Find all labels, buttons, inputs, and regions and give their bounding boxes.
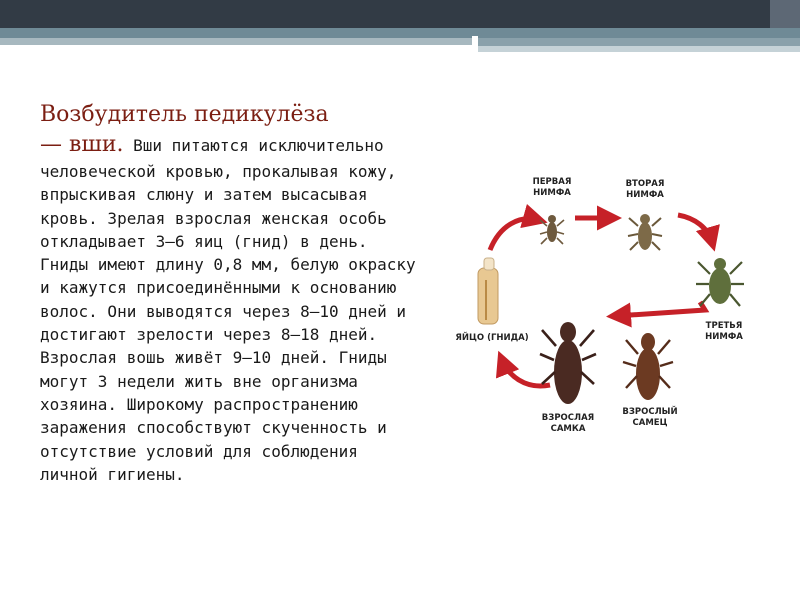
label-second-nymph-1: ВТОРАЯ: [625, 179, 665, 189]
label-first-nymph-1: ПЕРВАЯ: [532, 177, 572, 187]
slide-text: [40, 100, 418, 486]
header-band-left: [0, 38, 472, 45]
arrow-second-to-third: [678, 215, 712, 242]
header-band-right-light: [478, 46, 800, 52]
header-band-right: [478, 38, 800, 46]
header-band: [0, 28, 800, 38]
egg-nit-image: [478, 258, 498, 324]
label-adult-male-1: ВЗРОСЛЫЙ: [622, 407, 678, 417]
label-second-nymph-2: НИМФА: [626, 190, 664, 200]
label-first-nymph-2: НИМФА: [533, 188, 571, 198]
header-band-gap: [472, 36, 478, 52]
slide-body: Вши питаются исключительно человеческой кровью, прокалывая кожу, впрыскивая слюну и затем высасывая кровь. Зрелая взрослая женская особь откладывает 3—6 яиц (гнид) в день. Гниды имеют длину 0,8 мм, белую окраску и кажутся присоединёнными к основанию волос. Они выводятся через 8—10 дней и достигают зрелости через 8—18 дней. Взрослая вошь живёт 9—10 дней. Гниды могут 3 недели жить вне организма хозяина. Широкому распространению заражения способствуют скученность и отсутствие условий для соблюдения личной гигиены.: [40, 136, 416, 484]
third-nymph-image: [696, 258, 744, 306]
slide-subtitle: — вши.: [40, 132, 124, 157]
adult-male-image: [623, 333, 673, 400]
label-third-nymph-2: НИМФА: [705, 332, 743, 342]
slide-title: Возбудитель педикулёза: [40, 102, 329, 127]
arrow-egg-to-first: [490, 219, 538, 250]
label-egg: ЯЙЦО (ГНИДА): [455, 333, 529, 343]
lice-life-cycle-figure: [420, 160, 798, 452]
label-adult-female-1: ВЗРОСЛАЯ: [541, 413, 595, 423]
second-nymph-image: [628, 214, 662, 250]
label-adult-male-2: САМЕЦ: [632, 418, 668, 428]
header-accent: [770, 0, 800, 28]
adult-female-image: [540, 322, 596, 404]
first-nymph-image: [540, 215, 564, 244]
label-adult-female-2: САМКА: [550, 424, 586, 434]
label-third-nymph-1: ТРЕТЬЯ: [705, 321, 743, 331]
header-bar: [0, 0, 800, 28]
arrow-third-to-adults: [616, 302, 705, 316]
